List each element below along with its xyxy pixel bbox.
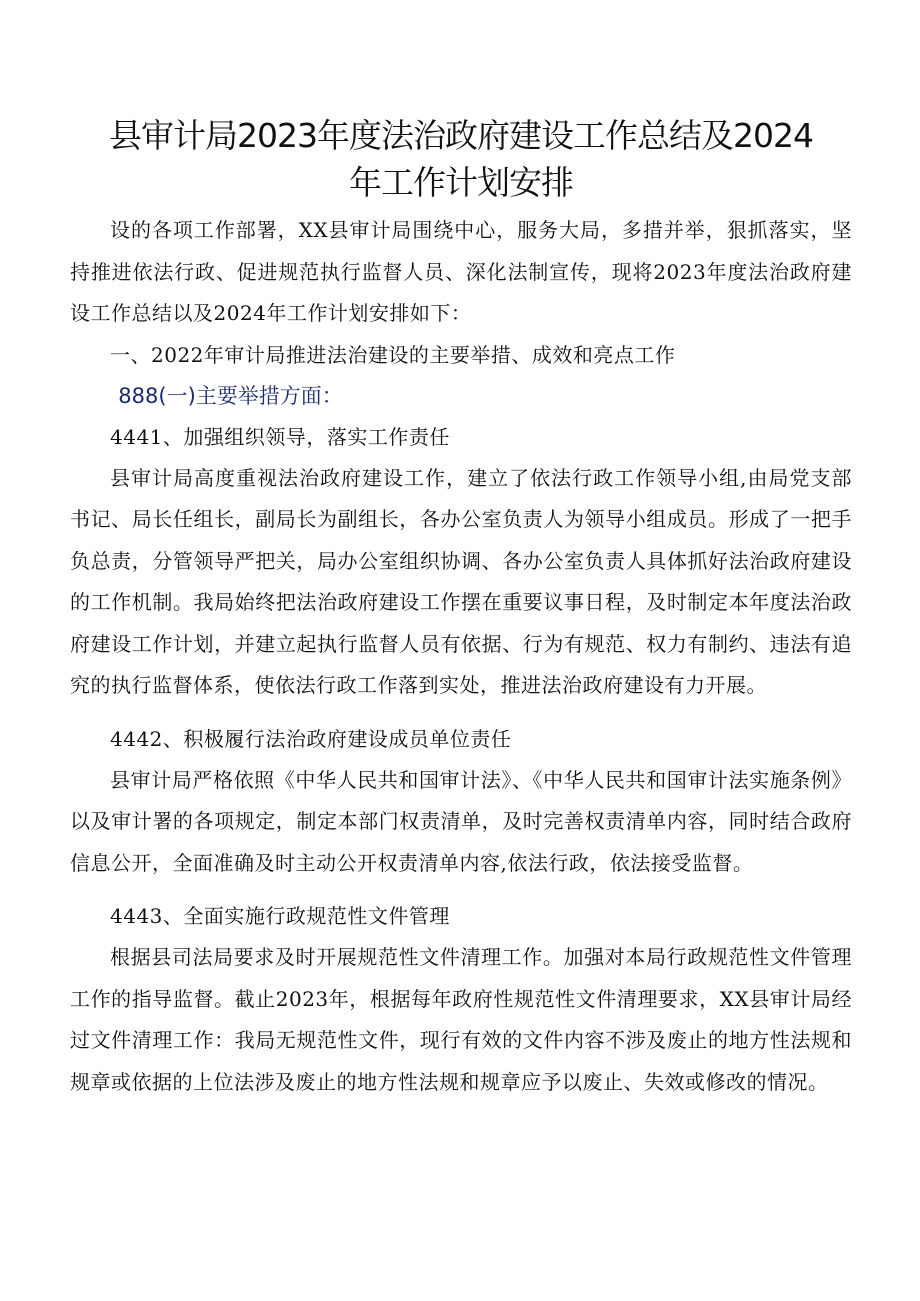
document-title — [70, 112, 852, 206]
item-body-3: 根据县司法局要求及时开展规范性文件清理工作。加强对本局行政规范性文件管理工作的指导监督。截止2023年，根据每年政府性规范性文件清理要求，XX县审计局经过文件清理工作：我局无规范性文件，现行有效的文件内容不涉及废止的地方性法规和规章或依据的上位法涉及废止的地方性法规和规章应予以废止、失效或修改的情况。 — [70, 945, 852, 1094]
intro-paragraph: 设的各项工作部署，XX县审计局围绕中心，服务大局，多措并举，狠抓落实，坚持推进依法行政、促进规范执行监督人员、深化法制宣传，现将2023年度法治政府建设工作总结以及2024年工作计划安排如下： — [70, 218, 852, 325]
item-heading-1: 4441、加强组织领导，落实工作责任 — [110, 424, 450, 449]
spacer — [70, 707, 852, 719]
title-line-2: 年工作计划安排 — [349, 163, 573, 202]
item-heading-3: 4443、全面实施行政规范性文件管理 — [110, 904, 450, 928]
item-body-2: 县审计局严格依照《中华人民共和国审计法》、《中华人民共和国审计法实施条例》以及审计署的各项规定，制定本部门权责清单，及时完善权责清单内容，同时结合政府信息公开，全面准确及时主动公开权责清单内容,依法行政，依法接受监督。 — [70, 767, 852, 875]
title-line-1: 县审计局2023年度法治政府建设工作总结及2024 — [109, 116, 813, 155]
item-body-1: 县审计局高度重视法治政府建设工作，建立了依法行政工作领导小组,由局党支部书记、局长任组长，副局长为副组长，各办公室负责人为领导小组成员。形成了一把手负总责，分管领导严把关，局办公室组织协调、各办公室负责人具体抓好法治政府建设的工作机制。我局始终把法治政府建设工作摆在重要议事日程，及时制定本年度法治政府建设工作计划，并建立起执行监督人员有依据、行为有规范、权力有制约、违法有追究的执行监督体系，使依法行政工作落到实处，推进法治政府建设有力开展。 — [70, 465, 852, 697]
item-heading-2: 4442、积极履行法治政府建设成员单位责任 — [110, 726, 512, 751]
section-heading-1: 一、2022年审计局推进法治建设的主要举措、成效和亮点工作 — [110, 342, 676, 367]
subsection-heading-1: 888(一)主要举措方面： — [118, 383, 343, 408]
document-page — [70, 112, 852, 1103]
spacer — [70, 884, 852, 896]
